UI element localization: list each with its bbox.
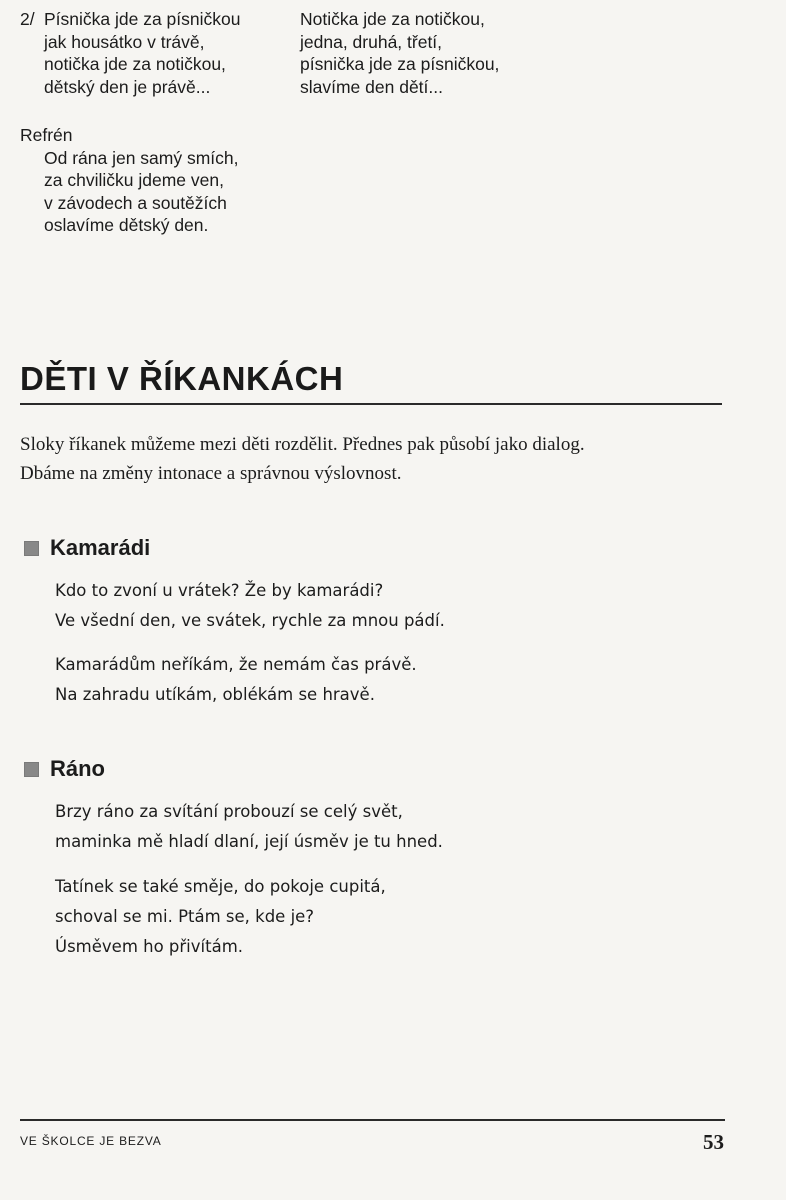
poem-line: Ve všední den, ve svátek, rychle za mnou pádí. bbox=[55, 611, 445, 630]
verse-number: 2/ bbox=[20, 9, 35, 29]
verse-2-right bbox=[300, 8, 560, 98]
verse-2-left bbox=[20, 8, 285, 98]
lyric-line: dětský den je právě... bbox=[44, 76, 211, 97]
section-title: DĚTI V ŘÍKANKÁCH bbox=[20, 360, 344, 397]
poem-stanza bbox=[55, 872, 386, 962]
poem-line: Na zahradu utíkám, oblékám se hravě. bbox=[55, 685, 375, 704]
lyric-line: jedna, druhá, třetí, bbox=[300, 31, 443, 52]
refrain bbox=[20, 124, 239, 237]
running-footer-title: VE ŠKOLCE JE BEZVA bbox=[20, 1134, 162, 1148]
lyric-line: písnička jde za písničkou, bbox=[300, 54, 500, 74]
lyric-line: Notička jde za notičkou, bbox=[300, 9, 485, 29]
lyric-line: notička jde za notičkou, bbox=[44, 54, 226, 74]
lyric-line: v závodech a soutěžích bbox=[44, 192, 227, 213]
section-divider bbox=[20, 403, 722, 405]
lyric-line: Od rána jen samý smích, bbox=[44, 147, 239, 168]
intro-line: Sloky říkanek můžeme mezi děti rozdělit. Přednes pak působí jako dialog. bbox=[20, 434, 585, 455]
poem-title-text: Ráno bbox=[50, 756, 105, 781]
poem-line: Kamarádům neříkám, že nemám čas právě. bbox=[55, 655, 417, 674]
poem-stanza bbox=[55, 797, 443, 857]
lyric-line: Písnička jde za písničkou bbox=[44, 9, 241, 29]
poem-stanza bbox=[55, 576, 445, 636]
refrain-label: Refrén bbox=[20, 125, 73, 145]
poem-line: Tatínek se také směje, do pokoje cupitá, bbox=[55, 877, 386, 896]
poem-title-rano bbox=[24, 756, 105, 782]
bullet-square-icon bbox=[24, 762, 39, 777]
lyric-line: za chviličku jdeme ven, bbox=[44, 170, 224, 190]
bullet-square-icon bbox=[24, 541, 39, 556]
lyric-line: slavíme den dětí... bbox=[300, 76, 443, 97]
poem-line: maminka mě hladí dlaní, její úsměv je tu hned. bbox=[55, 832, 443, 851]
lyric-line: oslavíme dětský den. bbox=[44, 215, 209, 235]
lyric-line: jak housátko v trávě, bbox=[44, 31, 205, 52]
footer-divider bbox=[20, 1119, 725, 1121]
poem-title-kamaradi bbox=[24, 535, 150, 561]
poem-title-text: Kamarádi bbox=[50, 535, 151, 560]
intro-line: Dbáme na změny intonace a správnou výslovnost. bbox=[20, 463, 402, 484]
page-number: 53 bbox=[703, 1130, 724, 1154]
poem-stanza bbox=[55, 650, 417, 710]
poem-line: Úsměvem ho přivítám. bbox=[55, 937, 244, 956]
poem-line: Kdo to zvoní u vrátek? Že by kamarádi? bbox=[55, 581, 384, 600]
section-intro bbox=[20, 430, 720, 488]
poem-line: schoval se mi. Ptám se, kde je? bbox=[55, 907, 315, 926]
poem-line: Brzy ráno za svítání probouzí se celý svět, bbox=[55, 802, 403, 821]
